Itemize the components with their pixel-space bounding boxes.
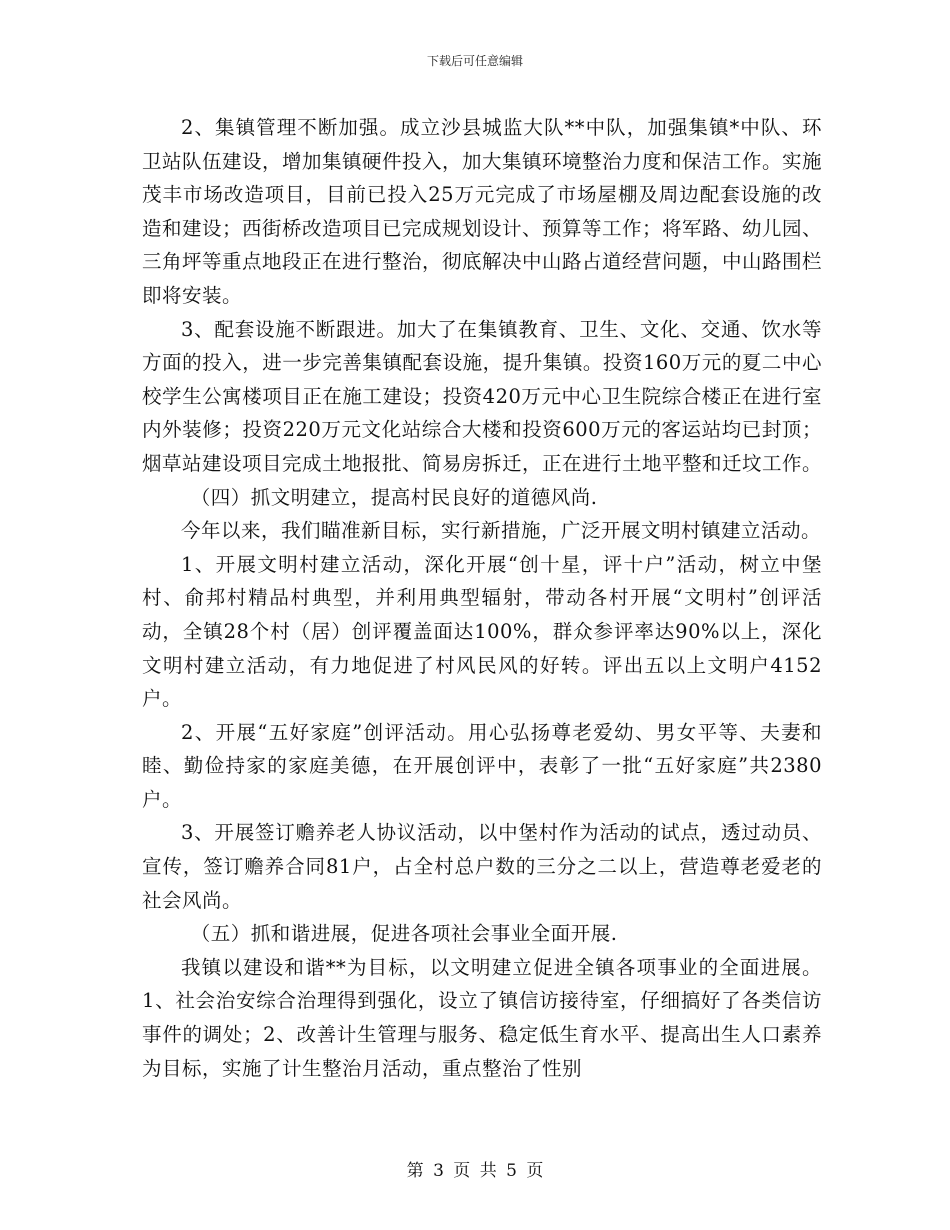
paragraph-elderly-support: 3、开展签订赡养老人协议活动，以中堡村作为活动的试点，透过动员、宣传，签订赡养合同81户，占全村总户数的三分之二以上，营造尊老爱老的社会风尚。 [142,821,822,912]
paragraph-civilized-village: 1、开展文明村建立活动，深化开展“创十星，评十户”活动，树立中堡村、俞邦村精品村典型，并利用典型辐射，带动各村开展“文明村”创评活动，全镇28个村（居）创评覆盖面达100%，群众参评率达90%以上，深化文明村建立活动，有力地促进了村风民风的好转。评出五以上文明户4152户。 [142,552,822,711]
paragraph-harmony-development: 我镇以建设和谐**为目标，以文明建立促进全镇各项事业的全面进展。1、社会治安综合治理得到强化，设立了镇信访接待室，仔细搞好了各类信访事件的调处；2、改善计生管理与服务、稳定低生育水平、提高出生人口素养为目标，实施了计生整治月活动，重点整治了性别 [142,955,822,1080]
document-body [142,111,822,1085]
paragraph-civilization-intro: 今年以来，我们瞄准新目标，实行新措施，广泛开展文明村镇建立活动。 [181,519,822,543]
page-number-footer: 第 3 页 共 5 页 [406,1161,544,1181]
paragraph-five-good-families: 2、开展“五好家庭”创评活动。用心弘扬尊老爱幼、男女平等、夫妻和睦、勤俭持家的家庭美德，在开展创评中，表彰了一批“五好家庭”共2380户。 [142,720,822,811]
section-heading-harmony: （五）抓和谐进展，促进各项社会事业全面开展. [190,922,618,946]
section-heading-civilization: （四）抓文明建立，提高村民良好的道德风尚. [190,485,598,509]
paragraph-supporting-facilities: 3、配套设施不断跟进。加大了在集镇教育、卫生、文化、交通、饮水等方面的投入，进一步完善集镇配套设施，提升集镇。投资160万元的夏二中心校学生公寓楼项目正在施工建设；投资420万元中心卫生院综合楼正在进行室内外装修；投资220万元文化站综合大楼和投资600万元的客运站均已封顶；烟草站建设项目完成土地报批、简易房拆迁，正在进行土地平整和迁坟工作。 [142,317,823,475]
page-header: 下载后可任意编辑 [426,54,523,68]
paragraph-town-management: 2、集镇管理不断加强。成立沙县城监大队**中队，加强集镇*中队、环卫站队伍建设，增加集镇硬件投入，加大集镇环境整治力度和保洁工作。实施茂丰市场改造项目，目前已投入25万元完成了市场屋棚及周边配套设施的改造和建设；西街桥改造项目已完成规划设计、预算等工作；将军路、幼儿园、三角坪等重点地段正在进行整治，彻底解决中山路占道经营问题，中山路围栏即将安装。 [142,116,823,307]
